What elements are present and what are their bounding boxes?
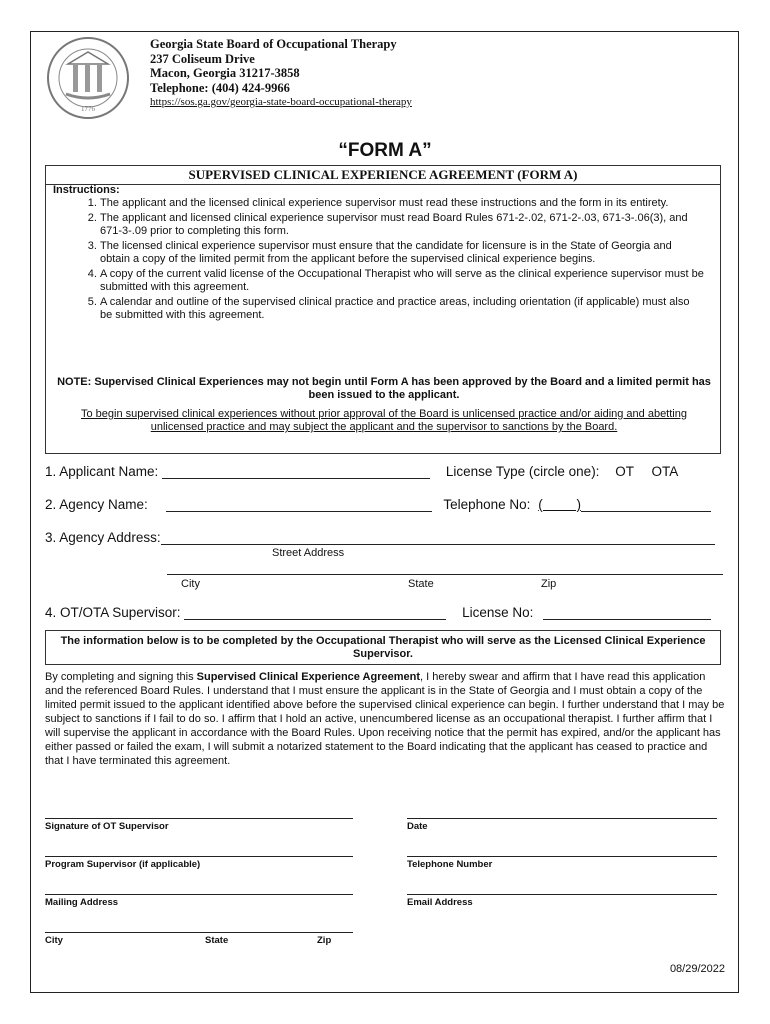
- license-type-ot-option[interactable]: OT: [615, 464, 634, 479]
- org-name: Georgia State Board of Occupational Therapy: [150, 37, 397, 51]
- program-supervisor-label: Program Supervisor (if applicable): [45, 859, 201, 870]
- agency-address-label: 3. Agency Address:: [45, 530, 161, 545]
- license-no-field[interactable]: [543, 605, 711, 620]
- org-phone: Telephone: (404) 424-9966: [150, 80, 290, 95]
- applicant-name-row: [45, 464, 678, 479]
- agency-address-row: [45, 530, 715, 545]
- city-caption: City: [181, 578, 200, 590]
- telephone-area-code[interactable]: ( ): [538, 497, 581, 512]
- license-type-label: License Type (circle one):: [445, 464, 600, 479]
- form-title: “FORM A”: [338, 140, 432, 161]
- agency-name-field[interactable]: [166, 497, 432, 512]
- zip-caption: Zip: [541, 578, 557, 590]
- supervisor-info-box: The information below is to be completed by the Occupational Therapist who will serve as the Licensed Clinical Experience Supervisor.: [45, 630, 721, 665]
- city-label: City: [45, 935, 63, 946]
- agreement-title: SUPERVISED CLINICAL EXPERIENCE AGREEMENT (FORM A): [46, 166, 720, 185]
- agency-name-row: [45, 497, 711, 512]
- instructions-list: [46, 197, 716, 324]
- telephone-field[interactable]: [581, 497, 711, 512]
- zip-label: Zip: [317, 935, 332, 946]
- affirmation-paragraph: [45, 670, 725, 768]
- state-caption: State: [408, 578, 434, 590]
- approval-note: NOTE: Supervised Clinical Experiences may not begin until Form A has been approved by the Board and a limited permit has been issued to the applicant.: [57, 376, 711, 401]
- street-address-caption: Street Address: [272, 547, 345, 559]
- city-state-zip-field[interactable]: [167, 560, 723, 575]
- georgia-seal-icon: [46, 36, 130, 120]
- program-supervisor-field[interactable]: [45, 856, 353, 870]
- revision-date: 08/29/2022: [669, 963, 725, 975]
- street-address-field[interactable]: [161, 530, 715, 545]
- mailing-address-field[interactable]: [45, 894, 353, 908]
- instruction-item: 3. The licensed clinical experience supervisor must ensure that the candidate for licensure is in the State of Georgia and obtain a copy of the limited permit from the applicant before the supervised clinical experience begins.: [100, 240, 716, 266]
- license-type-ota-option[interactable]: OTA: [651, 464, 679, 479]
- instruction-item: 5. A calendar and outline of the supervised clinical practice and practice areas, including orientation (if applicable) must also be submitted with this agreement.: [100, 296, 716, 322]
- org-city: Macon, Georgia 31217-3858: [150, 66, 300, 80]
- org-website-link[interactable]: https://sos.ga.gov/georgia-state-board-occupational-therapy: [150, 96, 412, 108]
- applicant-name-field[interactable]: [162, 464, 430, 479]
- telephone-number-label: Telephone Number: [407, 859, 493, 870]
- date-label: Date: [407, 821, 428, 832]
- email-address-label: Email Address: [407, 897, 473, 908]
- mailing-address-label: Mailing Address: [45, 897, 119, 908]
- affirmation-post: , I hereby swear and affirm that I have read this application and the referenced Board Rules. I understand that I must ensure the applicant is in the State of Georgia and I must obtain a copy of the limited permit issued to the applicant identified above before the supervised clinical experience can begin. I further understand that I may be subject to sanctions if I fail to do so. I affirm that I hold an active, unencumbered license as an occupational therapist. I further affirm that I will supervise the applicant in accordance with the Board Rules. Upon receiving notice that the permit has expired, and/or the applicant has either passed or failed the exam, I will submit a notarized statement to the Board indicating that the applicant has ceased to practice and that I have terminated this agreement.: [45, 671, 725, 767]
- org-street: 237 Coliseum Drive: [150, 51, 255, 66]
- affirmation-pre: By completing and signing this: [45, 671, 197, 683]
- header-block: [150, 37, 412, 110]
- ot-supervisor-signature-label: Signature of OT Supervisor: [45, 821, 169, 832]
- license-no-label: License No:: [462, 605, 534, 620]
- svg-text:1776: 1776: [81, 105, 95, 113]
- state-label: State: [205, 935, 229, 946]
- applicant-name-label: 1. Applicant Name:: [45, 464, 159, 479]
- supervisor-row: [45, 605, 711, 620]
- email-address-field[interactable]: [407, 894, 717, 908]
- affirmation-bold: Supervised Clinical Experience Agreement: [196, 671, 421, 683]
- agency-name-label: 2. Agency Name:: [45, 497, 148, 512]
- supervisor-field[interactable]: [184, 605, 446, 620]
- sanctions-warning: To begin supervised clinical experiences without prior approval of the Board is unlicensed practice and/or aiding and abetting unlicensed practice and may subject the applicant and the supervisor to sanctions by the Board.: [81, 408, 687, 433]
- city-state-zip-signature-field[interactable]: [45, 932, 353, 946]
- instruction-item: 4. A copy of the current valid license of the Occupational Therapist who will serve as the clinical experience supervisor must be submitted with this agreement.: [100, 268, 716, 294]
- ot-supervisor-signature-field[interactable]: [45, 818, 353, 832]
- telephone-number-field[interactable]: [407, 856, 717, 870]
- telephone-label: Telephone No:: [443, 497, 531, 512]
- instructions-label: Instructions:: [53, 184, 120, 196]
- instruction-item: 1. The applicant and the licensed clinical experience supervisor must read these instructions and the form in its entirety.: [100, 197, 716, 210]
- date-field[interactable]: [407, 818, 717, 832]
- instruction-item: 2. The applicant and licensed clinical experience supervisor must read Board Rules 671-2-.02, 671-2-.03, 671-3-.06(3), and 671-3-.09 prior to completing this form.: [100, 212, 716, 238]
- instructions-box: [45, 165, 721, 454]
- supervisor-label: 4. OT/OTA Supervisor:: [45, 605, 181, 620]
